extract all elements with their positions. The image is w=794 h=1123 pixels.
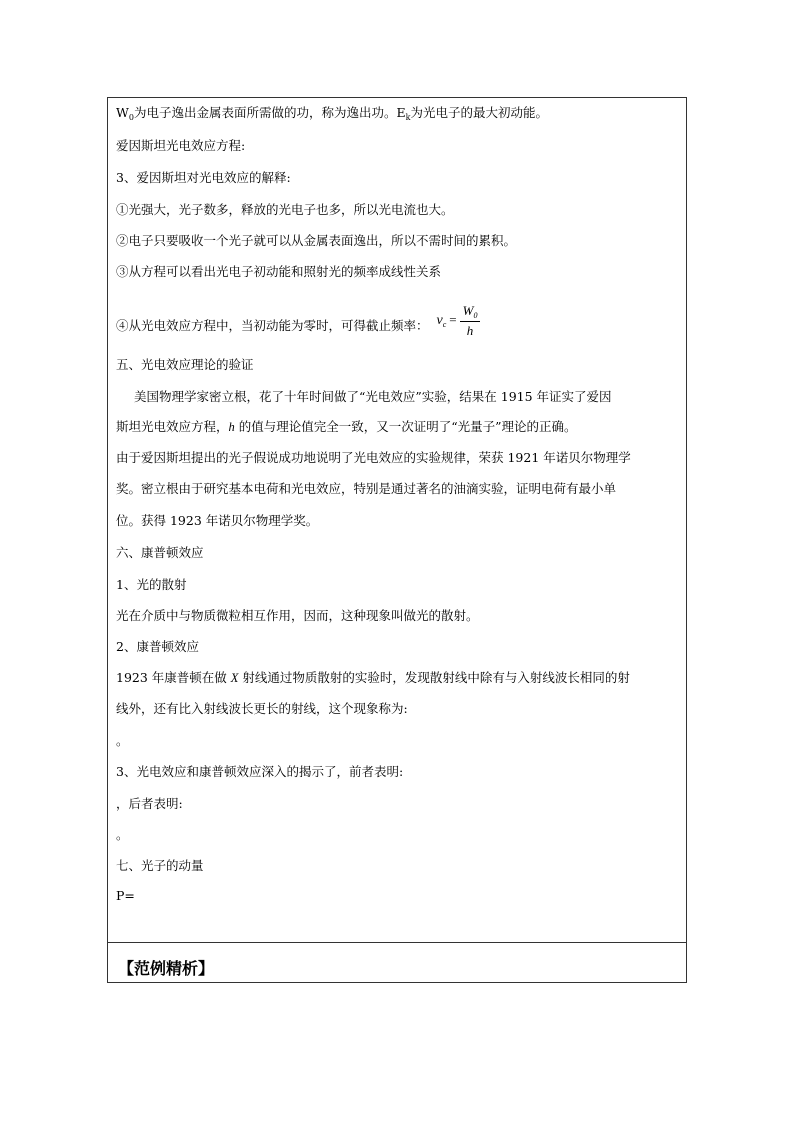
text-line: 2、康普顿效应 bbox=[116, 639, 199, 654]
section-heading: 七、光子的动量 bbox=[116, 858, 204, 873]
text-line: 斯坦光电效应方程，h 的值与理论值完全一致，又一次证明了“光量子”理论的正确。 bbox=[116, 419, 577, 434]
text-line: 美国物理学家密立根，花了十年时间做了“光电效应”实验，结果在 1915 年证实了爱因 bbox=[134, 389, 612, 404]
text-line: 位。获得 1923 年诺贝尔物理学奖。 bbox=[116, 513, 319, 528]
section-heading: 五、光电效应理论的验证 bbox=[116, 357, 254, 372]
text-line: ①光强大，光子数多，释放的光电子也多，所以光电流也大。 bbox=[116, 202, 454, 217]
text-line: 爱因斯坦光电效应方程: bbox=[116, 138, 246, 153]
text-line: 1、光的散射 bbox=[116, 577, 187, 592]
text-line: 奖。密立根由于研究基本电荷和光电效应，特别是通过著名的油滴实验，证明电荷有最小单 bbox=[116, 481, 617, 496]
text-line: ，后者表明: bbox=[116, 796, 183, 811]
text-line: P= bbox=[116, 888, 135, 903]
text-line: ③从方程可以看出光电子初动能和照射光的频率成线性关系 bbox=[116, 264, 442, 279]
text-line: 1923 年康普顿在做 X 射线通过物质散射的实验时，发现散射线中除有与入射线波长相同的射 bbox=[116, 670, 630, 685]
text-line: 3、光电效应和康普顿效应深入的揭示了，前者表明: bbox=[116, 764, 404, 779]
text-line: 3、爱因斯坦对光电效应的解释: bbox=[116, 170, 291, 185]
text-line: 。 bbox=[116, 733, 129, 748]
text-line: 光在介质中与物质微粒相互作用，因而，这种现象叫做光的散射。 bbox=[116, 608, 479, 623]
text-line: 线外，还有比入射线波长更长的射线，这个现象称为: bbox=[116, 701, 408, 716]
text-line-work-function: $W_0$为电子逸出金属表面所需做的功，称为逸出功。$E_k$为光电子的最大初动能。 bbox=[116, 105, 548, 122]
content-table bbox=[107, 97, 687, 983]
text-line: ②电子只要吸收一个光子就可以从金属表面逸出，所以不需时间的累积。 bbox=[116, 233, 517, 248]
cutoff-frequency-formula: $\nu_c$ = $\frac{W_0}{h}$ bbox=[437, 302, 481, 339]
text-line-cutoff-frequency: ④从光电效应方程中，当初动能为零时，可得截止频率： $\nu_c$ = $\frac{W_0}{h}$ bbox=[116, 308, 480, 345]
text-line: 。 bbox=[116, 827, 129, 842]
row-divider bbox=[108, 942, 686, 943]
text-line: 由于爱因斯坦提出的光子假说成功地说明了光电效应的实验规律，荣获 1921 年诺贝尔物理学 bbox=[116, 450, 631, 465]
section-heading: 六、康普顿效应 bbox=[116, 545, 204, 560]
example-analysis-heading: 【范例精析】 bbox=[118, 959, 215, 978]
